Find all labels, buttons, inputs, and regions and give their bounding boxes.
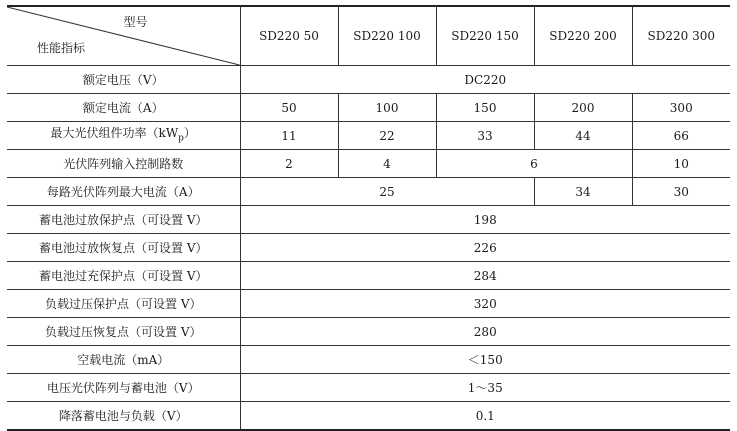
- row-label: 负载过压恢复点（可设置 V）: [7, 318, 240, 346]
- table-row: [7, 178, 730, 206]
- cell-value: 280: [240, 318, 730, 346]
- spec-table: [7, 5, 730, 431]
- row-label: 空载电流（mA）: [7, 346, 240, 374]
- table-row: [7, 66, 730, 94]
- cell-value: 30: [632, 178, 730, 206]
- table-row: [7, 346, 730, 374]
- cell-value: 100: [338, 94, 436, 122]
- table-row: [7, 290, 730, 318]
- row-label: 蓄电池过放保护点（可设置 V）: [7, 206, 240, 234]
- cell-value: 33: [436, 122, 534, 150]
- cell-value: 2: [240, 150, 338, 178]
- cell-value: 44: [534, 122, 632, 150]
- cell-value: 200: [534, 94, 632, 122]
- table-row: [7, 318, 730, 346]
- row-label: 光伏阵列输入控制路数: [7, 150, 240, 178]
- table-row: [7, 262, 730, 290]
- table-row: [7, 374, 730, 402]
- cell-value: DC220: [240, 66, 730, 94]
- row-label: 电压光伏阵列与蓄电池（V）: [7, 374, 240, 402]
- table-row: [7, 122, 730, 150]
- row-label: 额定电流（A）: [7, 94, 240, 122]
- corner-metric-label: 性能指标: [37, 41, 86, 55]
- corner-model-label: 型号: [123, 15, 148, 29]
- cell-value: 198: [240, 206, 730, 234]
- cell-value: 226: [240, 234, 730, 262]
- corner-cell: [7, 6, 240, 66]
- cell-value: 25: [240, 178, 534, 206]
- table-row: [7, 402, 730, 431]
- model-header: SD220 100: [338, 6, 436, 66]
- label-text: ）: [183, 125, 196, 140]
- model-header: SD220 50: [240, 6, 338, 66]
- model-header: SD220 150: [436, 6, 534, 66]
- cell-value: 66: [632, 122, 730, 150]
- label-text: 最大光伏组件功率（kW: [50, 125, 179, 140]
- table-row: [7, 94, 730, 122]
- cell-value: 6: [436, 150, 632, 178]
- row-label: 额定电压（V）: [7, 66, 240, 94]
- table-row: [7, 206, 730, 234]
- label-subscript: p: [178, 133, 184, 144]
- header-row: [7, 6, 730, 66]
- cell-value: 1～35: [240, 374, 730, 402]
- cell-value: 11: [240, 122, 338, 150]
- cell-value: 284: [240, 262, 730, 290]
- model-header: SD220 200: [534, 6, 632, 66]
- row-label: 蓄电池过充保护点（可设置 V）: [7, 262, 240, 290]
- row-label: 降落蓄电池与负载（V）: [7, 402, 240, 431]
- cell-value: 150: [436, 94, 534, 122]
- table-row: [7, 150, 730, 178]
- cell-value: 300: [632, 94, 730, 122]
- cell-value: 50: [240, 94, 338, 122]
- cell-value: 4: [338, 150, 436, 178]
- cell-value: ＜150: [240, 346, 730, 374]
- cell-value: 0.1: [240, 402, 730, 431]
- cell-value: 320: [240, 290, 730, 318]
- cell-value: 34: [534, 178, 632, 206]
- cell-value: 22: [338, 122, 436, 150]
- table-row: [7, 234, 730, 262]
- row-label: [7, 122, 240, 150]
- row-label: 负载过压保护点（可设置 V）: [7, 290, 240, 318]
- model-header: SD220 300: [632, 6, 730, 66]
- row-label: 蓄电池过放恢复点（可设置 V）: [7, 234, 240, 262]
- cell-value: 10: [632, 150, 730, 178]
- row-label: 每路光伏阵列最大电流（A）: [7, 178, 240, 206]
